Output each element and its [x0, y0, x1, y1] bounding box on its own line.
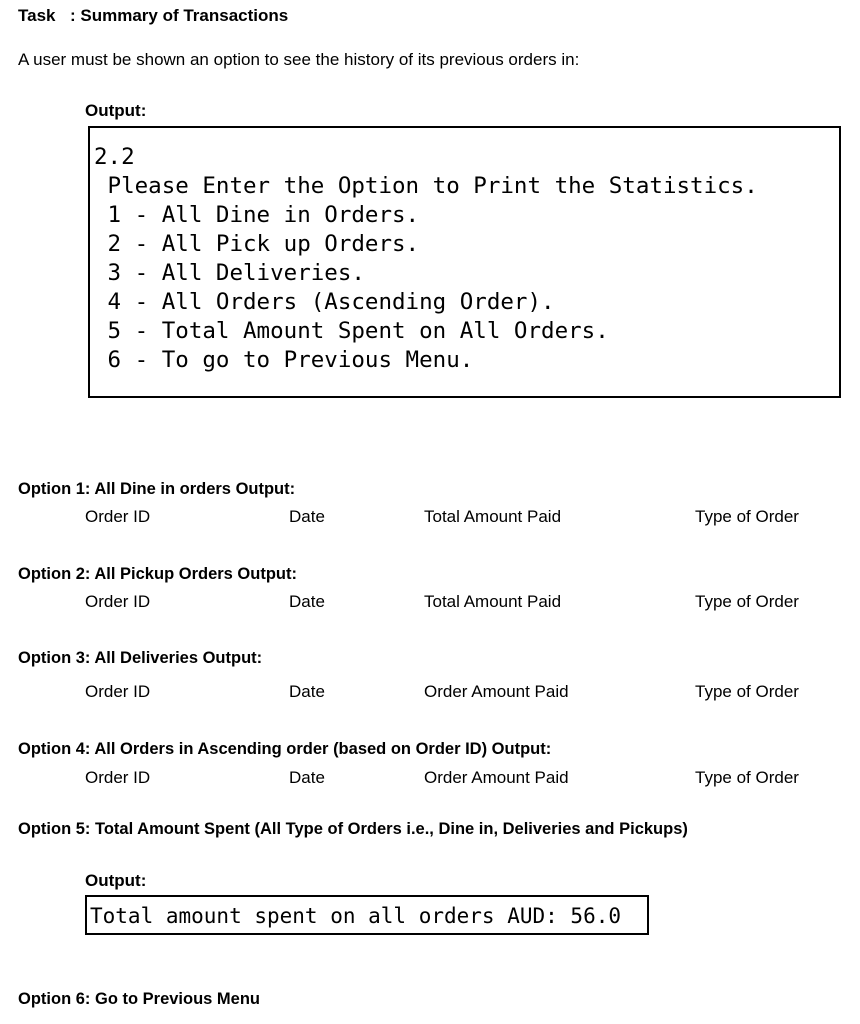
option4-title: Option 4: All Orders in Ascending order (based on Order ID) Output:: [18, 740, 552, 758]
intro-text: A user must be shown an option to see the history of its previous orders in:: [18, 50, 580, 69]
console-line: 5 - Total Amount Spent on All Orders.: [94, 318, 609, 344]
option2-title: Option 2: All Pickup Orders Output:: [18, 565, 297, 583]
total-result-box: [85, 895, 649, 935]
column-header-amount: Order Amount Paid: [424, 768, 569, 787]
console-output-box: [88, 126, 841, 398]
console-line: 2.2: [94, 144, 135, 170]
output-label: Output:: [85, 101, 147, 120]
task-title: : Summary of Transactions: [70, 6, 289, 25]
option3-title: Option 3: All Deliveries Output:: [18, 649, 263, 667]
column-header-amount: Total Amount Paid: [424, 592, 562, 611]
console-line: Please Enter the Option to Print the Statistics.: [94, 173, 758, 199]
column-header-type: Type of Order: [695, 592, 799, 611]
option5-title: Option 5: Total Amount Spent (All Type of Orders i.e., Dine in, Deliveries and Pickups): [18, 820, 688, 838]
column-header-order-id: Order ID: [85, 768, 151, 787]
console-line: 6 - To go to Previous Menu.: [94, 347, 474, 373]
console-line: 3 - All Deliveries.: [94, 260, 365, 286]
option5-output-label: Output:: [85, 871, 147, 890]
column-header-amount: Order Amount Paid: [424, 682, 569, 701]
console-line: 4 - All Orders (Ascending Order).: [94, 289, 555, 315]
column-header-order-id: Order ID: [85, 507, 151, 526]
column-header-date: Date: [289, 682, 325, 701]
total-result-text: Total amount spent on all orders AUD: 56.0: [90, 904, 622, 928]
option1-title: Option 1: All Dine in orders Output:: [18, 480, 296, 498]
console-line: 1 - All Dine in Orders.: [94, 202, 420, 228]
console-line: 2 - All Pick up Orders.: [94, 231, 420, 257]
column-header-order-id: Order ID: [85, 682, 151, 701]
column-header-type: Type of Order: [695, 507, 799, 526]
column-header-date: Date: [289, 592, 325, 611]
column-header-date: Date: [289, 768, 325, 787]
task-label: Task: [18, 6, 56, 25]
column-header-order-id: Order ID: [85, 592, 151, 611]
column-header-type: Type of Order: [695, 682, 799, 701]
option6-title: Option 6: Go to Previous Menu: [18, 990, 261, 1008]
column-header-date: Date: [289, 507, 325, 526]
column-header-amount: Total Amount Paid: [424, 507, 562, 526]
column-header-type: Type of Order: [695, 768, 799, 787]
